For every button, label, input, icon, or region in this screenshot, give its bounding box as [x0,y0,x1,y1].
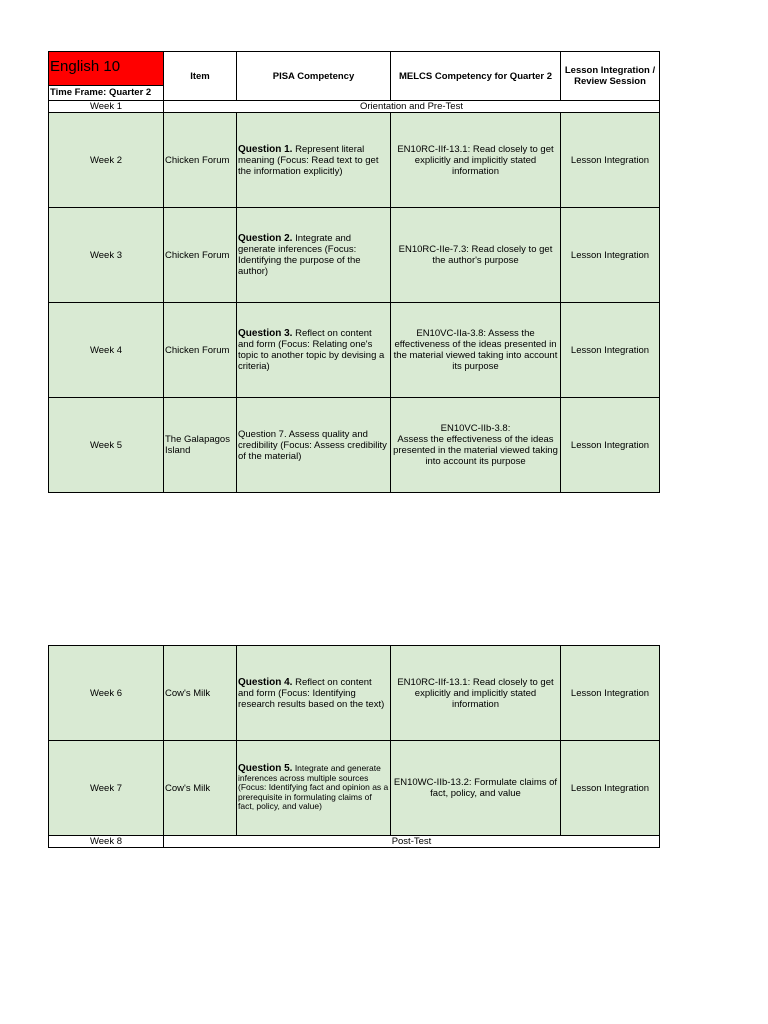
question-label: Question 4. [238,676,293,688]
question-label: Question 3. [238,328,293,339]
column-header-item: Item [164,52,237,101]
pisa-cell [237,208,391,303]
item-cell: Cow's Milk [164,646,237,741]
question-text: Integrate and generate inferences (Focus: Identifying the purpose of the author) [238,233,361,277]
pisa-cell [237,113,391,208]
week-cell: Week 4 [49,303,164,398]
pisa-cell [237,303,391,398]
question-text: Integrate and generate inferences across multiple sources (Focus: Identifying fact and opinion as a prerequisite in formulating claims of fact, policy, and value) [238,763,389,812]
week-cell: Week 2 [49,113,164,208]
melcs-cell: EN10WC-IIb-13.2: Formulate claims of fact, policy, and value [391,741,561,836]
week-cell: Week 3 [49,208,164,303]
item-cell: The Galapagos Island [164,398,237,493]
schedule-table-part-2 [48,645,660,848]
week-cell: Week 5 [49,398,164,493]
item-cell: Chicken Forum [164,303,237,398]
week-cell: Week 6 [49,646,164,741]
melcs-cell: EN10RC-IIe-7.3: Read closely to get the author's purpose [391,208,561,303]
column-header-melcs: MELCS Competency for Quarter 2 [391,52,561,101]
pisa-cell [237,646,391,741]
time-frame-label: Time Frame: Quarter 2 [49,85,163,100]
subject-title: English 10 [49,52,163,85]
melcs-code: EN10VC-IIb-3.8: [440,423,511,434]
session-cell: Lesson Integration [561,398,660,493]
pisa-cell: Question 7. Assess quality and credibility (Focus: Assess credibility of the material) [237,398,391,493]
question-label: Question 2. [238,233,293,244]
table-row [49,208,660,303]
session-cell: Lesson Integration [561,303,660,398]
table-row [49,398,660,493]
week-cell: Week 7 [49,741,164,836]
item-cell: Chicken Forum [164,208,237,303]
question-text: Reflect on content and form (Focus: Identifying research results based on the text) [238,676,385,710]
session-cell: Lesson Integration [561,646,660,741]
span-cell: Post-Test [164,836,660,848]
melcs-text: Assess the effectiveness of the ideas presented in the material viewed taking into account its purpose [393,434,558,467]
session-cell: Lesson Integration [561,208,660,303]
table-row [49,741,660,836]
question-label: Question 5. [238,763,293,775]
melcs-cell: EN10VC-IIa-3.8: Assess the effectiveness of the ideas presented in the material viewed taking into account its purpose [391,303,561,398]
question-text: Represent literal meaning (Focus: Read text to get the information explicitly) [238,143,379,177]
question-label: Question 1. [238,143,293,155]
question-text: Reflect on content and form (Focus: Relating one's topic to another topic by devising a criteria) [238,328,385,372]
week-cell: Week 1 [49,101,164,113]
pisa-cell [237,741,391,836]
week-cell: Week 8 [49,836,164,848]
melcs-cell: EN10RC-IIf-13.1: Read closely to get explicitly and implicitly stated information [391,113,561,208]
melcs-cell: EN10RC-IIf-13.1: Read closely to get explicitly and implicitly stated information [391,646,561,741]
item-cell: Cow's Milk [164,741,237,836]
table-row [49,646,660,741]
table-row [49,303,660,398]
span-cell: Orientation and Pre-Test [164,101,660,113]
column-header-session: Lesson Integration / Review Session [561,52,660,101]
table-row [49,101,660,113]
table-row [49,113,660,208]
session-cell: Lesson Integration [561,113,660,208]
melcs-cell [391,398,561,493]
schedule-table-part-1 [48,51,660,493]
item-cell: Chicken Forum [164,113,237,208]
table-row [49,836,660,848]
column-header-pisa: PISA Competency [237,52,391,101]
title-cell [49,52,164,101]
session-cell: Lesson Integration [561,741,660,836]
